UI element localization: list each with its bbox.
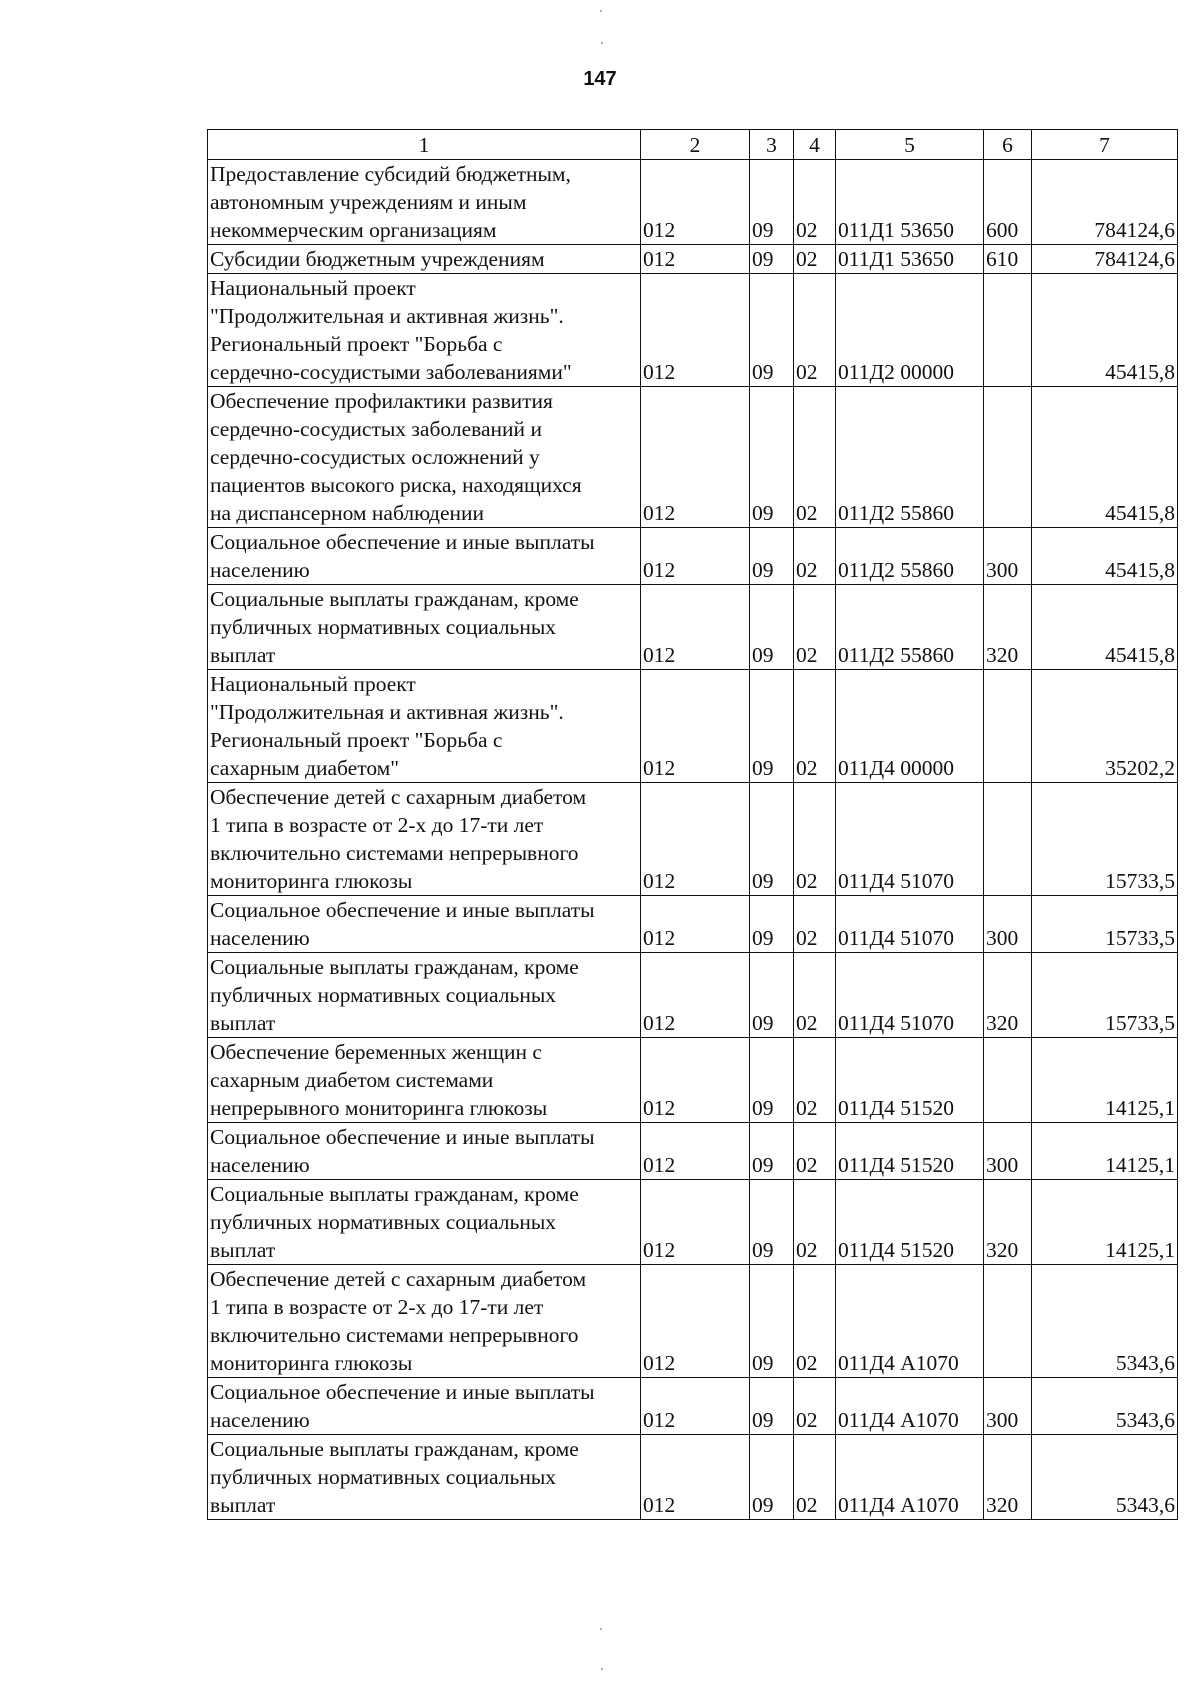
item-name-line: Региональный проект "Борьба с xyxy=(210,728,503,752)
item-name-cell xyxy=(208,1265,641,1378)
target-code-cell: 011Д2 55860 xyxy=(836,585,984,670)
item-name-cell xyxy=(208,1038,641,1123)
column-number: 1 xyxy=(208,130,641,160)
target-code-cell: 011Д4 51070 xyxy=(836,953,984,1038)
amount-cell: 784124,6 xyxy=(1032,160,1178,245)
item-name-line: населению xyxy=(210,558,310,582)
page-number: 147 xyxy=(583,68,617,90)
item-name-line: Социальные выплаты гражданам, кроме xyxy=(210,1437,579,1461)
amount-cell: 15733,5 xyxy=(1032,953,1178,1038)
item-name-cell xyxy=(208,274,641,387)
item-name-line: Социальное обеспечение и иные выплаты xyxy=(210,1380,595,1404)
table-body xyxy=(208,130,1178,1520)
subsection-code-cell: 02 xyxy=(794,1265,836,1378)
amount-cell: 15733,5 xyxy=(1032,783,1178,896)
item-name-line: Социальное обеспечение и иные выплаты xyxy=(210,898,595,922)
table-row xyxy=(208,387,1178,528)
subsection-code-cell: 02 xyxy=(794,387,836,528)
section-code-cell: 09 xyxy=(750,1038,794,1123)
amount-cell: 45415,8 xyxy=(1032,585,1178,670)
item-name-line: включительно системами непрерывного xyxy=(210,841,579,865)
section-code-cell: 09 xyxy=(750,160,794,245)
expense-type-cell: 320 xyxy=(984,1435,1032,1520)
table-row xyxy=(208,1435,1178,1520)
expense-type-cell: 320 xyxy=(984,1180,1032,1265)
section-code-cell: 09 xyxy=(750,387,794,528)
ministry-code-cell: 012 xyxy=(641,387,750,528)
item-name-line: выплат xyxy=(210,643,276,667)
item-name-cell xyxy=(208,1180,641,1265)
item-name-cell xyxy=(208,245,641,274)
table-row xyxy=(208,953,1178,1038)
section-code-cell: 09 xyxy=(750,896,794,953)
ministry-code-cell: 012 xyxy=(641,1180,750,1265)
expense-type-cell: 300 xyxy=(984,896,1032,953)
item-name-line: "Продолжительная и активная жизнь". xyxy=(210,700,564,724)
item-name-line: сердечно-сосудистых осложнений у xyxy=(210,445,540,469)
item-name-line: Обеспечение детей с сахарным диабетом xyxy=(210,785,587,809)
scan-mark xyxy=(601,42,603,44)
item-name-cell xyxy=(208,1123,641,1180)
target-code-cell: 011Д4 51520 xyxy=(836,1038,984,1123)
amount-cell: 14125,1 xyxy=(1032,1038,1178,1123)
section-code-cell: 09 xyxy=(750,245,794,274)
item-name-line: выплат xyxy=(210,1493,276,1517)
subsection-code-cell: 02 xyxy=(794,1378,836,1435)
subsection-code-cell: 02 xyxy=(794,160,836,245)
table-row xyxy=(208,1265,1178,1378)
expense-type-cell: 300 xyxy=(984,1123,1032,1180)
item-name-line: Обеспечение детей с сахарным диабетом xyxy=(210,1267,587,1291)
column-number: 7 xyxy=(1032,130,1178,160)
subsection-code-cell: 02 xyxy=(794,783,836,896)
item-name-line: Социальное обеспечение и иные выплаты xyxy=(210,530,595,554)
ministry-code-cell: 012 xyxy=(641,274,750,387)
item-name-line: Социальные выплаты гражданам, кроме xyxy=(210,587,579,611)
column-number: 3 xyxy=(750,130,794,160)
item-name-cell xyxy=(208,670,641,783)
ministry-code-cell: 012 xyxy=(641,783,750,896)
expense-type-cell: 300 xyxy=(984,528,1032,585)
item-name-cell xyxy=(208,1378,641,1435)
subsection-code-cell: 02 xyxy=(794,245,836,274)
item-name-line: Социальные выплаты гражданам, кроме xyxy=(210,955,579,979)
subsection-code-cell: 02 xyxy=(794,670,836,783)
target-code-cell: 011Д4 А1070 xyxy=(836,1265,984,1378)
item-name-line: пациентов высокого риска, находящихся xyxy=(210,473,582,497)
ministry-code-cell: 012 xyxy=(641,670,750,783)
table-row xyxy=(208,1123,1178,1180)
table-row xyxy=(208,896,1178,953)
section-code-cell: 09 xyxy=(750,1378,794,1435)
item-name-line: мониторинга глюкозы xyxy=(210,1351,413,1375)
amount-cell: 45415,8 xyxy=(1032,528,1178,585)
item-name-line: сердечно-сосудистыми заболеваниями" xyxy=(210,360,572,384)
ministry-code-cell: 012 xyxy=(641,160,750,245)
item-name-line: публичных нормативных социальных xyxy=(210,615,557,639)
scan-mark xyxy=(600,10,602,12)
column-number: 6 xyxy=(984,130,1032,160)
target-code-cell: 011Д4 А1070 xyxy=(836,1378,984,1435)
item-name-line: 1 типа в возрасте от 2-х до 17-ти лет xyxy=(210,813,544,837)
section-code-cell: 09 xyxy=(750,585,794,670)
target-code-cell: 011Д4 00000 xyxy=(836,670,984,783)
amount-cell: 14125,1 xyxy=(1032,1123,1178,1180)
subsection-code-cell: 02 xyxy=(794,1435,836,1520)
target-code-cell: 011Д4 51070 xyxy=(836,783,984,896)
amount-cell: 45415,8 xyxy=(1032,387,1178,528)
target-code-cell: 011Д1 53650 xyxy=(836,245,984,274)
ministry-code-cell: 012 xyxy=(641,1265,750,1378)
item-name-cell xyxy=(208,160,641,245)
table-row xyxy=(208,274,1178,387)
target-code-cell: 011Д4 51070 xyxy=(836,896,984,953)
section-code-cell: 09 xyxy=(750,783,794,896)
ministry-code-cell: 012 xyxy=(641,1435,750,1520)
target-code-cell: 011Д2 55860 xyxy=(836,387,984,528)
subsection-code-cell: 02 xyxy=(794,1123,836,1180)
ministry-code-cell: 012 xyxy=(641,245,750,274)
subsection-code-cell: 02 xyxy=(794,1038,836,1123)
target-code-cell: 011Д4 А1070 xyxy=(836,1435,984,1520)
amount-cell: 784124,6 xyxy=(1032,245,1178,274)
expense-type-cell xyxy=(984,670,1032,783)
item-name-line: публичных нормативных социальных xyxy=(210,983,557,1007)
item-name-line: сахарным диабетом" xyxy=(210,756,400,780)
table-row xyxy=(208,245,1178,274)
expense-type-cell xyxy=(984,274,1032,387)
amount-cell: 5343,6 xyxy=(1032,1265,1178,1378)
section-code-cell: 09 xyxy=(750,953,794,1038)
scan-mark xyxy=(600,1628,602,1630)
table-row xyxy=(208,1180,1178,1265)
ministry-code-cell: 012 xyxy=(641,1038,750,1123)
item-name-line: сахарным диабетом системами xyxy=(210,1068,494,1092)
column-number: 4 xyxy=(794,130,836,160)
item-name-line: Предоставление субсидий бюджетным, xyxy=(210,162,571,186)
item-name-line: Субсидии бюджетным учреждениям xyxy=(210,247,545,271)
amount-cell: 45415,8 xyxy=(1032,274,1178,387)
subsection-code-cell: 02 xyxy=(794,896,836,953)
item-name-cell xyxy=(208,1435,641,1520)
item-name-line: публичных нормативных социальных xyxy=(210,1465,557,1489)
amount-cell: 5343,6 xyxy=(1032,1378,1178,1435)
item-name-line: населению xyxy=(210,1153,310,1177)
item-name-line: 1 типа в возрасте от 2-х до 17-ти лет xyxy=(210,1295,544,1319)
table-row xyxy=(208,585,1178,670)
item-name-cell xyxy=(208,528,641,585)
subsection-code-cell: 02 xyxy=(794,953,836,1038)
section-code-cell: 09 xyxy=(750,670,794,783)
budget-table xyxy=(207,129,1178,1520)
ministry-code-cell: 012 xyxy=(641,1123,750,1180)
target-code-cell: 011Д1 53650 xyxy=(836,160,984,245)
expense-type-cell: 300 xyxy=(984,1378,1032,1435)
amount-cell: 14125,1 xyxy=(1032,1180,1178,1265)
item-name-line: непрерывного мониторинга глюкозы xyxy=(210,1096,548,1120)
ministry-code-cell: 012 xyxy=(641,528,750,585)
item-name-line: автономным учреждениям и иным xyxy=(210,190,527,214)
item-name-line: Обеспечение профилактики развития xyxy=(210,389,553,413)
section-code-cell: 09 xyxy=(750,1180,794,1265)
expense-type-cell: 610 xyxy=(984,245,1032,274)
expense-type-cell: 320 xyxy=(984,953,1032,1038)
item-name-cell xyxy=(208,387,641,528)
table-row xyxy=(208,783,1178,896)
expense-type-cell xyxy=(984,783,1032,896)
section-code-cell: 09 xyxy=(750,1123,794,1180)
item-name-line: "Продолжительная и активная жизнь". xyxy=(210,304,564,328)
item-name-line: Национальный проект xyxy=(210,672,416,696)
column-number-row xyxy=(208,130,1178,160)
item-name-line: Обеспечение беременных женщин с xyxy=(210,1040,542,1064)
item-name-cell xyxy=(208,585,641,670)
subsection-code-cell: 02 xyxy=(794,1180,836,1265)
table-row xyxy=(208,528,1178,585)
subsection-code-cell: 02 xyxy=(794,274,836,387)
expense-type-cell xyxy=(984,387,1032,528)
ministry-code-cell: 012 xyxy=(641,585,750,670)
table-row xyxy=(208,1378,1178,1435)
ministry-code-cell: 012 xyxy=(641,896,750,953)
item-name-cell xyxy=(208,953,641,1038)
expense-type-cell xyxy=(984,1265,1032,1378)
amount-cell: 5343,6 xyxy=(1032,1435,1178,1520)
ministry-code-cell: 012 xyxy=(641,953,750,1038)
table-row xyxy=(208,1038,1178,1123)
ministry-code-cell: 012 xyxy=(641,1378,750,1435)
item-name-line: населению xyxy=(210,1408,310,1432)
item-name-line: населению xyxy=(210,926,310,950)
table-row xyxy=(208,160,1178,245)
item-name-line: Социальные выплаты гражданам, кроме xyxy=(210,1182,579,1206)
item-name-line: сердечно-сосудистых заболеваний и xyxy=(210,417,542,441)
item-name-cell xyxy=(208,896,641,953)
expense-type-cell: 320 xyxy=(984,585,1032,670)
section-code-cell: 09 xyxy=(750,1265,794,1378)
item-name-line: Региональный проект "Борьба с xyxy=(210,332,503,356)
target-code-cell: 011Д4 51520 xyxy=(836,1180,984,1265)
item-name-line: Социальное обеспечение и иные выплаты xyxy=(210,1125,595,1149)
item-name-cell xyxy=(208,783,641,896)
item-name-line: публичных нормативных социальных xyxy=(210,1210,557,1234)
target-code-cell: 011Д2 55860 xyxy=(836,528,984,585)
section-code-cell: 09 xyxy=(750,274,794,387)
item-name-line: на диспансерном наблюдении xyxy=(210,501,485,525)
subsection-code-cell: 02 xyxy=(794,528,836,585)
target-code-cell: 011Д2 00000 xyxy=(836,274,984,387)
expense-type-cell: 600 xyxy=(984,160,1032,245)
table-row xyxy=(208,670,1178,783)
expense-type-cell xyxy=(984,1038,1032,1123)
item-name-line: некоммерческим организациям xyxy=(210,218,497,242)
amount-cell: 35202,2 xyxy=(1032,670,1178,783)
item-name-line: включительно системами непрерывного xyxy=(210,1323,579,1347)
item-name-line: выплат xyxy=(210,1011,276,1035)
item-name-line: Национальный проект xyxy=(210,276,416,300)
amount-cell: 15733,5 xyxy=(1032,896,1178,953)
section-code-cell: 09 xyxy=(750,528,794,585)
scan-mark xyxy=(601,1668,603,1670)
item-name-line: мониторинга глюкозы xyxy=(210,869,413,893)
item-name-line: выплат xyxy=(210,1238,276,1262)
section-code-cell: 09 xyxy=(750,1435,794,1520)
subsection-code-cell: 02 xyxy=(794,585,836,670)
column-number: 5 xyxy=(836,130,984,160)
column-number: 2 xyxy=(641,130,750,160)
target-code-cell: 011Д4 51520 xyxy=(836,1123,984,1180)
